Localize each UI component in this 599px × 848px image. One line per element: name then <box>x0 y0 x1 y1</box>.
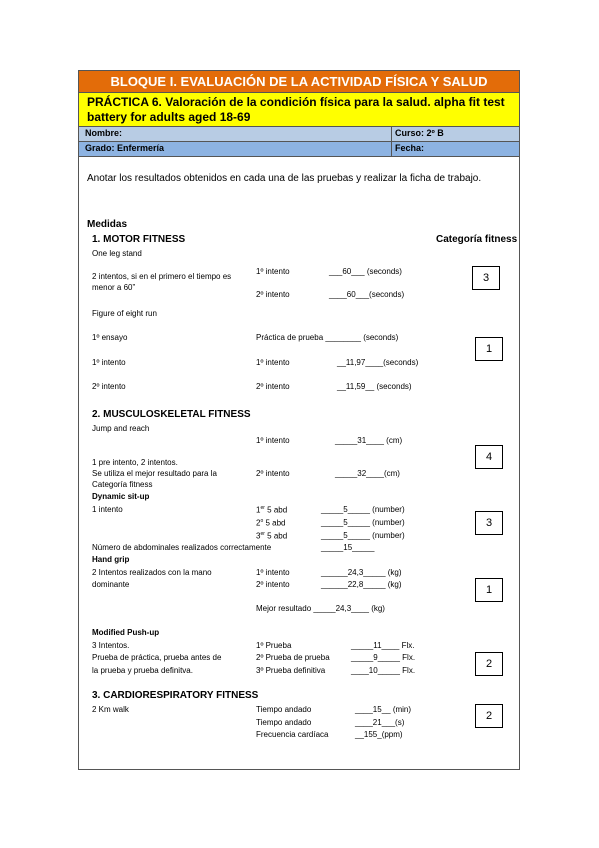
jump-note-3: Categoría fitness <box>92 480 153 489</box>
jump-intento-1-value: _____31____ (cm) <box>335 436 403 445</box>
heart-rate-label: Frecuencia cardíaca <box>256 730 329 739</box>
situp-1-value: _____5_____ (number) <box>321 505 405 514</box>
situp-label: Dynamic sit-up <box>92 492 150 501</box>
situp-intento: 1 intento <box>92 505 123 514</box>
pushup-note-3: la prueba y prueba definitva. <box>92 666 193 675</box>
grip-label: Hand grip <box>92 555 130 564</box>
fecha-label: Fecha: <box>395 143 425 153</box>
situp-total-value: _____15_____ <box>321 543 375 552</box>
walk-label: 2 Km walk <box>92 705 129 714</box>
fig8-label: Figure of eight run <box>92 309 157 318</box>
pushup-3-value: ____10_____ Flx. <box>351 666 416 675</box>
situp-1: 1er 5 abd <box>256 505 288 515</box>
jump-category: 4 <box>475 445 503 469</box>
heart-rate-value: __155_(ppm) <box>355 730 403 739</box>
walk-time-min-label: Tiempo andado <box>256 705 312 714</box>
fig8-intento-1: 1º intento <box>256 358 290 367</box>
fig8-ensayo: 1º ensayo <box>92 333 128 342</box>
practice-title: PRÁCTICA 6. Valoración de la condición física para la salud. alpha fit test battery for adults aged 18-69 <box>79 93 519 127</box>
pushup-2: 2º Prueba de prueba <box>256 653 330 662</box>
one-leg-note: 2 intentos, si en el primero el tiempo es menor a 60” <box>92 272 232 292</box>
situp-total-label: Número de abdominales realizados correctamente <box>92 543 272 552</box>
grado-label: Grado: Enfermería <box>85 143 165 153</box>
situp-3-value: _____5_____ (number) <box>321 531 405 540</box>
jump-note-1: 1 pre intento, 2 intentos. <box>92 458 178 467</box>
fig8-category: 1 <box>475 337 503 361</box>
curso-label: Curso: 2º B <box>395 128 444 138</box>
pushup-2-value: _____9_____ Flx. <box>351 653 416 662</box>
pushup-1-value: _____11____ Flx. <box>351 641 415 650</box>
ol-intento-2-value: ____60___(seconds) <box>329 290 405 299</box>
grip-intento-2: 2º intento <box>256 580 290 589</box>
fig8-intento-1-value: __11,97____(seconds) <box>337 358 419 367</box>
situp-3: 3er 5 abd <box>256 531 288 541</box>
motor-title: 1. MOTOR FITNESS <box>92 234 186 245</box>
one-leg-category: 3 <box>472 266 500 290</box>
pushup-note-1: 3 Intentos. <box>92 641 130 650</box>
situp-2: 2$^o$ 5 abd <box>256 518 286 528</box>
jump-label: Jump and reach <box>92 424 150 433</box>
grip-best: Mejor resultado _____24,3____ (kg) <box>256 604 385 613</box>
fig8-intento-1-left: 1º intento <box>92 358 126 367</box>
musculo-title: 2. MUSCULOSKELETAL FITNESS <box>92 409 251 420</box>
ol-intento-1: 1º intento <box>256 267 290 276</box>
fig8-practica: Práctica de prueba ________ (seconds) <box>256 333 399 342</box>
nombre-label: Nombre: <box>85 128 123 138</box>
cardio-category: 2 <box>475 704 503 728</box>
grip-category: 1 <box>475 578 503 602</box>
grade-row <box>79 142 519 157</box>
pushup-category: 2 <box>475 652 503 676</box>
grip-note-1: 2 Intentos realizados con la mano <box>92 568 212 577</box>
situp-category: 3 <box>475 511 503 535</box>
jump-intento-2-value: _____32____(cm) <box>335 469 400 478</box>
block-title: BLOQUE I. EVALUACIÓN DE LA ACTIVIDAD FÍSICA Y SALUD <box>79 71 519 93</box>
walk-time-sec-value: ____21___(s) <box>355 718 405 727</box>
walk-time-sec-label: Tiempo andado <box>256 718 312 727</box>
jump-note-2: Se utiliza el mejor resultado para la <box>92 469 217 478</box>
worksheet-frame <box>78 70 520 770</box>
jump-intento-2: 2º intento <box>256 469 290 478</box>
grip-intento-2-value: ______22,8_____ (kg) <box>321 580 402 589</box>
intro-text: Anotar los resultados obtenidos en cada una de las pruebas y realizar la ficha de trabajo. <box>87 173 482 184</box>
grip-intento-1: 1º intento <box>256 568 290 577</box>
ol-intento-1-value: ___60___ (seconds) <box>329 267 402 276</box>
pushup-label: Modified Push-up <box>92 628 160 637</box>
grip-note-2: dominante <box>92 580 130 589</box>
fig8-intento-2-left: 2º intento <box>92 382 126 391</box>
ol-intento-2: 2º intento <box>256 290 290 299</box>
walk-time-min-value: ____15__ (min) <box>355 705 412 714</box>
pushup-3: 3º Prueba definitiva <box>256 666 326 675</box>
one-leg-label: One leg stand <box>92 249 142 258</box>
fig8-intento-2-value: __11,59__ (seconds) <box>337 382 412 391</box>
jump-intento-1: 1º intento <box>256 436 290 445</box>
pushup-1: 1º Prueba <box>256 641 292 650</box>
pushup-note-2: Prueba de práctica, prueba antes de <box>92 653 222 662</box>
medidas-heading: Medidas <box>87 219 128 230</box>
situp-2-value: _____5_____ (number) <box>321 518 405 527</box>
cardio-title: 3. CARDIORESPIRATORY FITNESS <box>92 690 259 701</box>
name-row <box>79 127 519 142</box>
fig8-intento-2: 2º intento <box>256 382 290 391</box>
categoria-heading: Categoría fitness <box>436 234 518 245</box>
grip-intento-1-value: ______24,3_____ (kg) <box>321 568 402 577</box>
